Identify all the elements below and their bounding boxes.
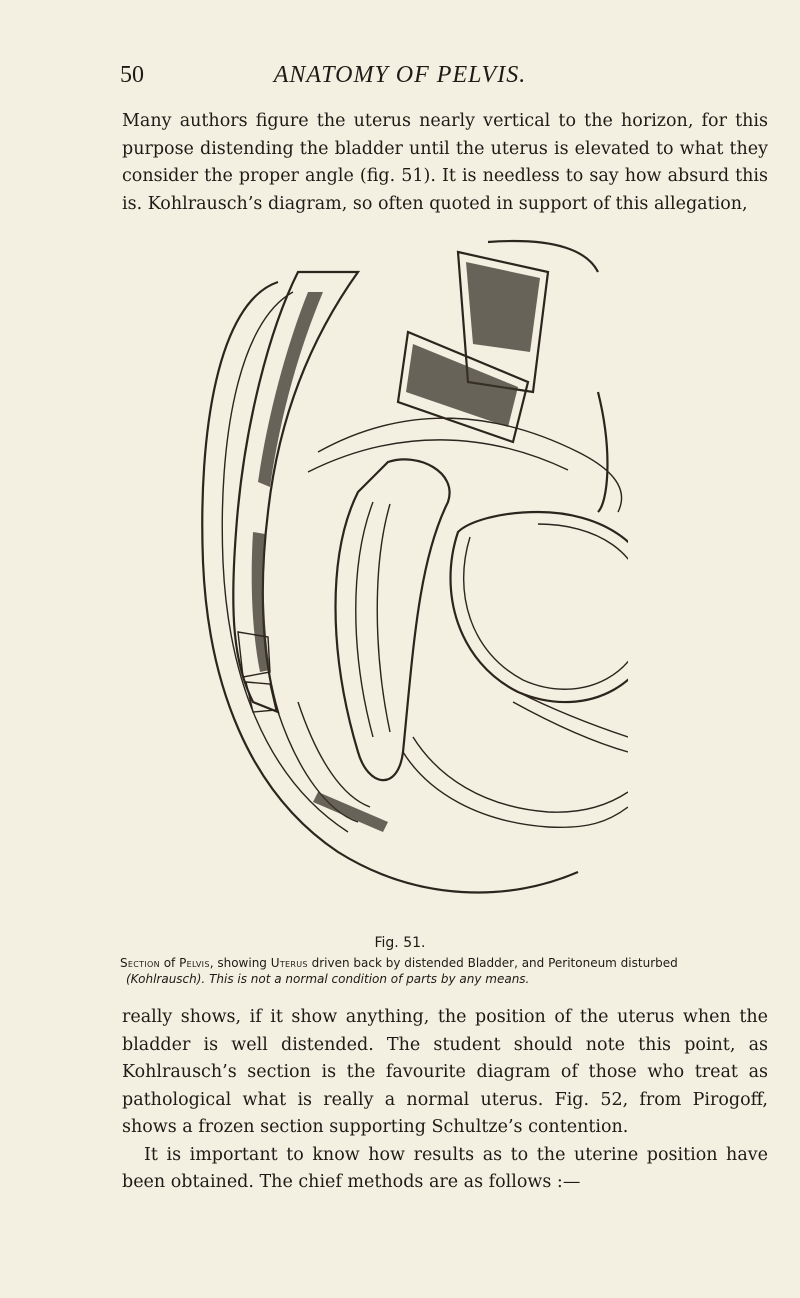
paragraph-text-2: It is important to know how results as to the uterine position have been obtained. The chief methods are as follows :—	[122, 1144, 768, 1192]
caption-pelvis: Pelvis	[179, 956, 210, 970]
figure-label: Fig. 51.	[374, 935, 426, 951]
vagina	[403, 752, 628, 827]
figure-illustration	[158, 232, 628, 932]
bladder	[451, 512, 629, 702]
caption-showing: , showing	[209, 956, 267, 970]
caption-rest: driven back by distended Bladder, and Peritoneum disturbed	[311, 956, 678, 970]
perineum-hatch	[313, 792, 388, 832]
uterus-inner	[356, 502, 390, 737]
pubic-bone-hatch	[466, 262, 540, 352]
peritoneum	[318, 418, 622, 512]
paragraph-text: Many authors figure the uterus nearly vertical to the horizon, for this purpose distending the bladder until the uterus is elevated to what they consider the proper angle (fig. 51). It is needless to say how absurd this is. Kohlrausch’s diagram, so often quoted in support of this allegation,	[122, 111, 768, 214]
paragraph-bottom	[122, 1004, 768, 1197]
sacrum-hatch	[258, 292, 323, 487]
figure-caption	[120, 955, 780, 987]
caption-of: of	[163, 956, 176, 970]
paragraph-text-1: really shows, if it show anything, the position of the uterus when the bladder is well distended. The student should note this point, as Kohlrausch’s section is the favourite diagram of those who treat as pathological what is really a normal uterus. Fig. 52, from Pirogoff, shows a frozen section supporting Schultze’s contention.	[122, 1007, 768, 1137]
symphysis-hatch	[406, 344, 518, 427]
uterus	[336, 459, 450, 780]
running-head: ANATOMY OF PELVIS.	[273, 62, 527, 88]
page-number: 50	[120, 62, 144, 88]
vagina-2	[413, 737, 628, 812]
sacrum-hatch-2	[252, 532, 270, 672]
bladder-inner	[464, 524, 628, 689]
caption-section: Section	[120, 956, 160, 970]
peritoneum-2	[308, 440, 568, 472]
caption-uterus: Uterus	[270, 956, 308, 970]
caption-line2: (Kohlrausch). This is not a normal condition of parts by any means.	[126, 972, 530, 986]
paragraph-top	[122, 108, 768, 218]
pelvis-section-drawing	[158, 232, 628, 932]
